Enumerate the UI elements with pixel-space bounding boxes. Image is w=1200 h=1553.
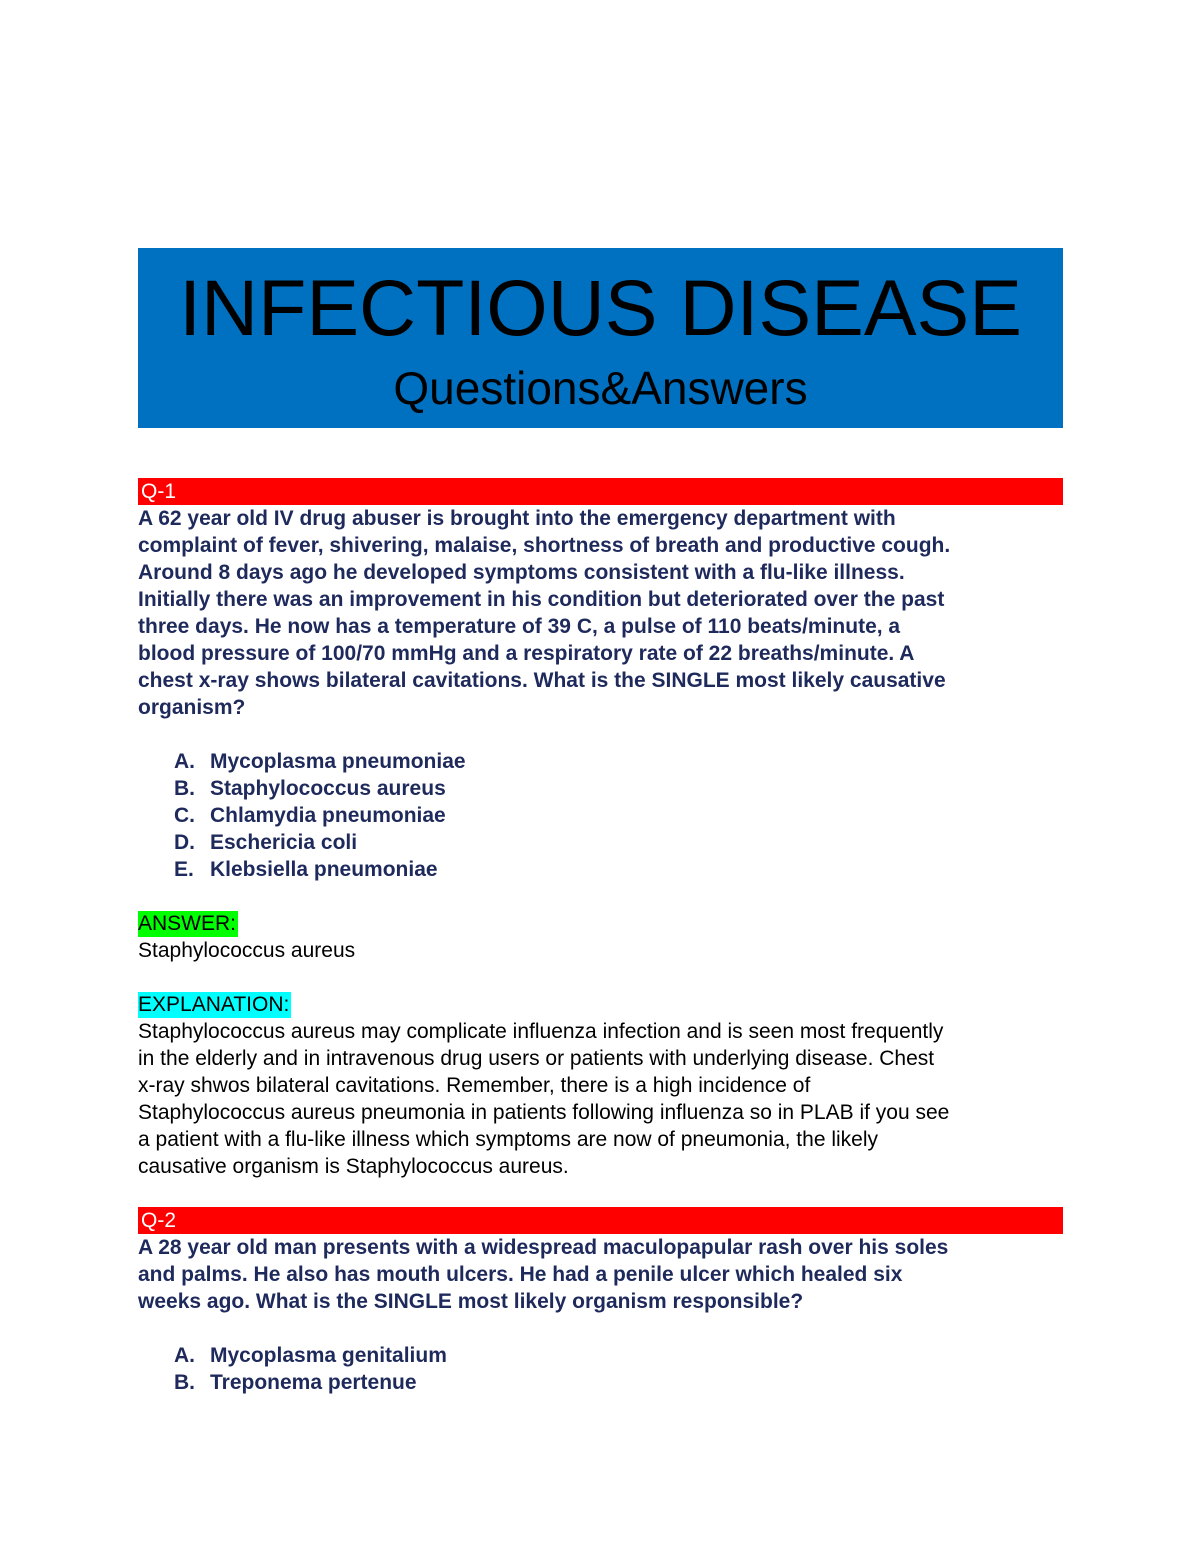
answer-options — [138, 748, 1063, 883]
spacer — [138, 1180, 1063, 1207]
option-text: Klebsiella pneumoniae — [210, 858, 438, 881]
option-letter: E. — [174, 858, 194, 881]
option-text: Chlamydia pneumoniae — [210, 804, 446, 827]
option-item — [174, 1369, 1063, 1396]
spacer — [138, 964, 1063, 991]
question-label: Q-1 — [141, 480, 177, 503]
question-label: Q-2 — [141, 1209, 177, 1232]
option-text: Mycoplasma genitalium — [210, 1344, 447, 1367]
question-block-1 — [138, 478, 1063, 1180]
spacer — [138, 883, 1063, 910]
question-stem: A 62 year old IV drug abuser is brought into the emergency department with complaint of fever, shivering, malaise, shortness of breath and productive cough. Around 8 days ago he developed symptoms consistent with a flu-like illness. Initially there was an improvement in his condition but deteriorated over the past three days. He now has a temperature of 39 C, a pulse of 110 beats/minute, a blood pressure of 100/70 mmHg and a respiratory rate of 22 breaths/minute. A chest x-ray shows bilateral cavitations. What is the SINGLE most likely causative organism? — [138, 507, 951, 719]
title-banner — [138, 248, 1063, 428]
option-item — [174, 1342, 1063, 1369]
option-text: Mycoplasma pneumoniae — [210, 750, 466, 773]
option-text: Eschericia coli — [210, 831, 358, 854]
option-letter: A. — [174, 1344, 195, 1367]
option-letter: A. — [174, 750, 195, 773]
questions-content — [138, 478, 1063, 1396]
option-item — [174, 775, 1063, 802]
option-letter: D. — [174, 831, 195, 854]
option-item — [174, 748, 1063, 775]
answer-options — [138, 1342, 1063, 1396]
question-stem: A 28 year old man presents with a widespread maculopapular rash over his soles and palms. He also has mouth ulcers. He had a penile ulcer which healed six weeks ago. What is the SINGLE most likely organism responsible? — [138, 1236, 949, 1313]
answer-label: ANSWER: — [138, 912, 237, 935]
answer-text: Staphylococcus aureus — [138, 939, 356, 962]
question-label-bar — [138, 1207, 1063, 1234]
option-item — [174, 829, 1063, 856]
question-label-bar — [138, 478, 1063, 505]
answer-heading — [138, 910, 1063, 937]
option-letter: C. — [174, 804, 195, 827]
explanation-heading — [138, 991, 1063, 1018]
option-text: Staphylococcus aureus — [210, 777, 446, 800]
explanation-text: Staphylococcus aureus may complicate influenza infection and is seen most frequently in the elderly and in intravenous drug users or patients with underlying disease. Chest x-ray shwos bilateral cavitations. Remember, there is a high incidence of Staphylococcus aureus pneumonia in patients following influenza so in PLAB if you see a patient with a flu-like illness which symptoms are now of pneumonia, the likely causative organism is Staphylococcus aureus. — [138, 1020, 950, 1178]
explanation-label: EXPLANATION: — [138, 993, 290, 1016]
question-block-2 — [138, 1207, 1063, 1396]
document-subtitle: Questions&Answers — [393, 362, 808, 414]
option-item — [174, 856, 1063, 883]
option-letter: B. — [174, 1371, 195, 1394]
option-letter: B. — [174, 777, 195, 800]
document-title: INFECTIOUS DISEASE — [179, 263, 1022, 352]
option-text: Treponema pertenue — [210, 1371, 417, 1394]
option-item — [174, 802, 1063, 829]
